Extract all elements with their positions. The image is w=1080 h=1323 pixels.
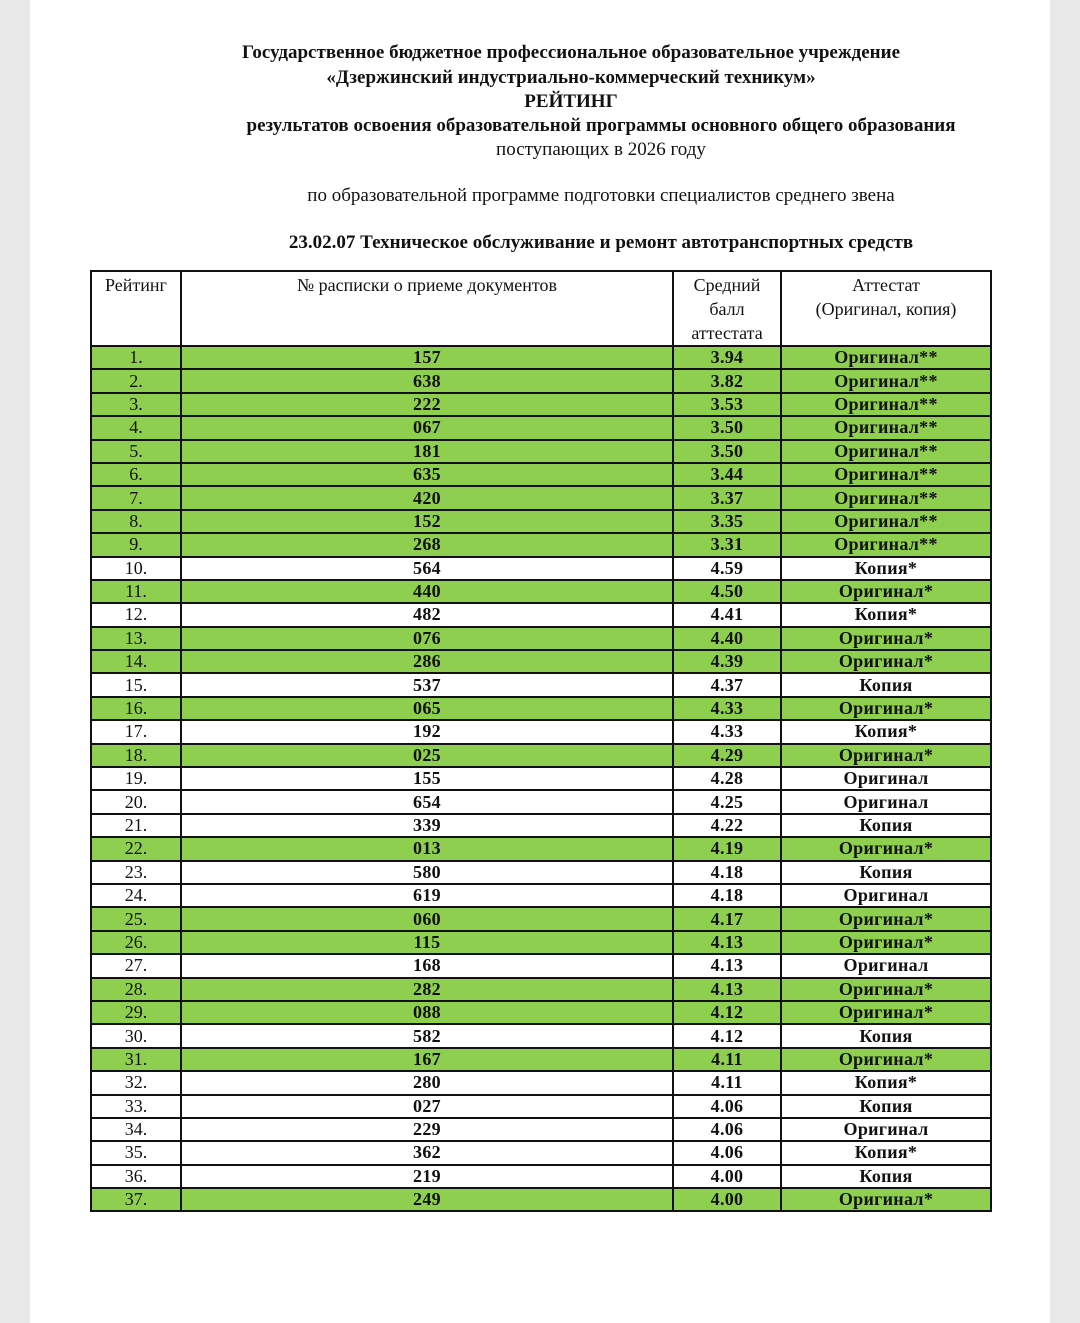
- rank-cell: 35.: [91, 1141, 181, 1164]
- certificate-status-cell: Оригинал*: [781, 1001, 991, 1024]
- rank-cell: 24.: [91, 884, 181, 907]
- average-score-cell: 3.35: [673, 510, 781, 533]
- average-score-cell: 4.22: [673, 814, 781, 837]
- certificate-status-cell: Копия*: [781, 1141, 991, 1164]
- rank-cell: 7.: [91, 486, 181, 509]
- average-score-cell: 4.11: [673, 1048, 781, 1071]
- receipt-number-cell: 219: [181, 1165, 673, 1188]
- average-score-cell: 3.44: [673, 463, 781, 486]
- certificate-status-cell: Оригинал**: [781, 486, 991, 509]
- table-header-row: [91, 271, 991, 346]
- average-score-cell: 4.37: [673, 673, 781, 696]
- receipt-number-cell: 168: [181, 954, 673, 977]
- rank-cell: 36.: [91, 1165, 181, 1188]
- certificate-status-cell: Оригинал**: [781, 510, 991, 533]
- rank-cell: 12.: [91, 603, 181, 626]
- certificate-status-cell: Оригинал: [781, 1118, 991, 1141]
- receipt-number-cell: 280: [181, 1071, 673, 1094]
- table-row: [91, 533, 991, 556]
- rank-cell: 1.: [91, 346, 181, 369]
- average-score-cell: 4.12: [673, 1024, 781, 1047]
- average-score-cell: 4.13: [673, 954, 781, 977]
- rank-cell: 9.: [91, 533, 181, 556]
- rank-cell: 6.: [91, 463, 181, 486]
- certificate-status-cell: Оригинал*: [781, 1188, 991, 1211]
- certificate-status-cell: Оригинал**: [781, 440, 991, 463]
- certificate-status-cell: Копия: [781, 814, 991, 837]
- rank-cell: 14.: [91, 650, 181, 673]
- average-score-cell: 4.17: [673, 907, 781, 930]
- receipt-number-cell: 155: [181, 767, 673, 790]
- receipt-number-cell: 638: [181, 369, 673, 392]
- rank-cell: 19.: [91, 767, 181, 790]
- receipt-number-cell: 564: [181, 557, 673, 580]
- rank-cell: 3.: [91, 393, 181, 416]
- rank-cell: 18.: [91, 744, 181, 767]
- table-row: [91, 463, 991, 486]
- certificate-status-cell: Оригинал**: [781, 346, 991, 369]
- certificate-status-cell: Оригинал*: [781, 627, 991, 650]
- table-row: [91, 814, 991, 837]
- rank-cell: 8.: [91, 510, 181, 533]
- table-row: [91, 1024, 991, 1047]
- table-row: [91, 767, 991, 790]
- average-score-cell: 4.33: [673, 697, 781, 720]
- table-row: [91, 1188, 991, 1211]
- receipt-number-cell: 115: [181, 931, 673, 954]
- table-row: [91, 440, 991, 463]
- receipt-number-cell: 619: [181, 884, 673, 907]
- rank-cell: 32.: [91, 1071, 181, 1094]
- certificate-status-cell: Оригинал: [781, 767, 991, 790]
- table-row: [91, 931, 991, 954]
- average-score-cell: 4.06: [673, 1118, 781, 1141]
- table-row: [91, 369, 991, 392]
- table-row: [91, 1118, 991, 1141]
- rank-cell: 2.: [91, 369, 181, 392]
- table-row: [91, 1071, 991, 1094]
- average-score-cell: 4.00: [673, 1188, 781, 1211]
- certificate-status-cell: Копия: [781, 673, 991, 696]
- average-score-cell: 3.94: [673, 346, 781, 369]
- receipt-number-cell: 222: [181, 393, 673, 416]
- table-row: [91, 861, 991, 884]
- table-row: [91, 1095, 991, 1118]
- table-row: [91, 790, 991, 813]
- rank-cell: 4.: [91, 416, 181, 439]
- rank-cell: 33.: [91, 1095, 181, 1118]
- rank-cell: 20.: [91, 790, 181, 813]
- table-row: [91, 720, 991, 743]
- certificate-status-cell: Копия: [781, 1165, 991, 1188]
- receipt-number-cell: 065: [181, 697, 673, 720]
- average-score-cell: 4.39: [673, 650, 781, 673]
- table-row: [91, 907, 991, 930]
- rank-cell: 34.: [91, 1118, 181, 1141]
- rating-table: [90, 270, 992, 1212]
- average-score-cell: 4.00: [673, 1165, 781, 1188]
- rank-cell: 13.: [91, 627, 181, 650]
- certificate-status-cell: Оригинал*: [781, 1048, 991, 1071]
- receipt-number-cell: 076: [181, 627, 673, 650]
- table-row: [91, 697, 991, 720]
- receipt-number-cell: 025: [181, 744, 673, 767]
- table-row: [91, 744, 991, 767]
- certificate-status-cell: Копия: [781, 1095, 991, 1118]
- table-row: [91, 603, 991, 626]
- certificate-status-cell: Оригинал*: [781, 978, 991, 1001]
- average-score-cell: 4.18: [673, 884, 781, 907]
- average-score-cell: 4.11: [673, 1071, 781, 1094]
- institution-name-line: Государственное бюджетное профессиональное образовательное учреждение: [241, 42, 901, 63]
- rank-cell: 11.: [91, 580, 181, 603]
- average-score-cell: 4.29: [673, 744, 781, 767]
- table-row: [91, 580, 991, 603]
- column-header-rank: Рейтинг: [91, 271, 181, 346]
- document-page: [30, 0, 1050, 1323]
- rank-cell: 29.: [91, 1001, 181, 1024]
- receipt-number-cell: 088: [181, 1001, 673, 1024]
- average-score-cell: 3.82: [673, 369, 781, 392]
- rank-cell: 30.: [91, 1024, 181, 1047]
- certificate-status-cell: Оригинал**: [781, 416, 991, 439]
- receipt-number-cell: 027: [181, 1095, 673, 1118]
- average-score-cell: 4.06: [673, 1141, 781, 1164]
- average-score-cell: 4.12: [673, 1001, 781, 1024]
- table-row: [91, 884, 991, 907]
- rank-cell: 31.: [91, 1048, 181, 1071]
- certificate-status-cell: Оригинал*: [781, 580, 991, 603]
- certificate-status-cell: Оригинал*: [781, 931, 991, 954]
- rank-cell: 37.: [91, 1188, 181, 1211]
- document-subtitle: результатов освоения образовательной программы основного общего образования: [246, 115, 956, 136]
- average-score-cell: 4.13: [673, 931, 781, 954]
- table-row: [91, 393, 991, 416]
- rank-cell: 15.: [91, 673, 181, 696]
- table-row: [91, 837, 991, 860]
- rank-cell: 21.: [91, 814, 181, 837]
- certificate-status-cell: Оригинал**: [781, 533, 991, 556]
- receipt-number-cell: 580: [181, 861, 673, 884]
- table-row: [91, 1048, 991, 1071]
- average-score-cell: 4.50: [673, 580, 781, 603]
- table-row: [91, 1001, 991, 1024]
- receipt-number-cell: 582: [181, 1024, 673, 1047]
- average-score-cell: 4.18: [673, 861, 781, 884]
- rank-cell: 10.: [91, 557, 181, 580]
- column-header-receipt: № расписки о приеме документов: [181, 271, 673, 346]
- receipt-number-cell: 654: [181, 790, 673, 813]
- receipt-number-cell: 268: [181, 533, 673, 556]
- certificate-status-cell: Копия: [781, 861, 991, 884]
- document-title: РЕЙТИНГ: [524, 91, 618, 112]
- receipt-number-cell: 339: [181, 814, 673, 837]
- average-score-cell: 4.28: [673, 767, 781, 790]
- table-row: [91, 1165, 991, 1188]
- table-row: [91, 673, 991, 696]
- table-row: [91, 346, 991, 369]
- column-header-certificate: Аттестат (Оригинал, копия): [781, 271, 991, 346]
- rank-cell: 23.: [91, 861, 181, 884]
- column-header-score: Средний балл аттестата: [673, 271, 781, 346]
- table-row: [91, 954, 991, 977]
- rank-cell: 28.: [91, 978, 181, 1001]
- receipt-number-cell: 362: [181, 1141, 673, 1164]
- average-score-cell: 4.33: [673, 720, 781, 743]
- average-score-cell: 3.53: [673, 393, 781, 416]
- average-score-cell: 4.40: [673, 627, 781, 650]
- receipt-number-cell: 157: [181, 346, 673, 369]
- table-row: [91, 978, 991, 1001]
- certificate-status-cell: Оригинал*: [781, 744, 991, 767]
- table-row: [91, 416, 991, 439]
- certificate-status-cell: Копия*: [781, 557, 991, 580]
- receipt-number-cell: 229: [181, 1118, 673, 1141]
- table-row: [91, 1141, 991, 1164]
- certificate-status-cell: Копия: [781, 1024, 991, 1047]
- average-score-cell: 4.06: [673, 1095, 781, 1118]
- certificate-status-cell: Оригинал*: [781, 907, 991, 930]
- average-score-cell: 4.13: [673, 978, 781, 1001]
- average-score-cell: 3.37: [673, 486, 781, 509]
- receipt-number-cell: 537: [181, 673, 673, 696]
- rank-cell: 27.: [91, 954, 181, 977]
- institution-title-line: «Дзержинский индустриально-коммерческий техникум»: [326, 67, 816, 88]
- receipt-number-cell: 635: [181, 463, 673, 486]
- rank-cell: 25.: [91, 907, 181, 930]
- certificate-status-cell: Оригинал**: [781, 369, 991, 392]
- certificate-status-cell: Оригинал*: [781, 837, 991, 860]
- rank-cell: 22.: [91, 837, 181, 860]
- certificate-status-cell: Оригинал*: [781, 650, 991, 673]
- receipt-number-cell: 282: [181, 978, 673, 1001]
- specialty-line: 23.02.07 Техническое обслуживание и ремонт автотранспортных средств: [288, 232, 914, 253]
- table-row: [91, 486, 991, 509]
- certificate-status-cell: Оригинал: [781, 884, 991, 907]
- average-score-cell: 4.59: [673, 557, 781, 580]
- receipt-number-cell: 181: [181, 440, 673, 463]
- certificate-status-cell: Оригинал**: [781, 463, 991, 486]
- admission-year-line: поступающих в 2026 году: [496, 139, 706, 160]
- receipt-number-cell: 067: [181, 416, 673, 439]
- certificate-status-cell: Копия*: [781, 720, 991, 743]
- rank-cell: 5.: [91, 440, 181, 463]
- table-row: [91, 557, 991, 580]
- certificate-status-cell: Копия*: [781, 603, 991, 626]
- receipt-number-cell: 152: [181, 510, 673, 533]
- rank-cell: 17.: [91, 720, 181, 743]
- receipt-number-cell: 249: [181, 1188, 673, 1211]
- receipt-number-cell: 060: [181, 907, 673, 930]
- average-score-cell: 4.41: [673, 603, 781, 626]
- receipt-number-cell: 167: [181, 1048, 673, 1071]
- average-score-cell: 3.50: [673, 440, 781, 463]
- program-level-line: по образовательной программе подготовки специалистов среднего звена: [307, 185, 895, 206]
- receipt-number-cell: 192: [181, 720, 673, 743]
- table-row: [91, 510, 991, 533]
- certificate-status-cell: Оригинал: [781, 954, 991, 977]
- rank-cell: 16.: [91, 697, 181, 720]
- receipt-number-cell: 013: [181, 837, 673, 860]
- table-row: [91, 650, 991, 673]
- receipt-number-cell: 420: [181, 486, 673, 509]
- table-row: [91, 627, 991, 650]
- receipt-number-cell: 482: [181, 603, 673, 626]
- certificate-status-cell: Оригинал: [781, 790, 991, 813]
- average-score-cell: 4.19: [673, 837, 781, 860]
- certificate-status-cell: Оригинал*: [781, 697, 991, 720]
- receipt-number-cell: 440: [181, 580, 673, 603]
- receipt-number-cell: 286: [181, 650, 673, 673]
- average-score-cell: 3.31: [673, 533, 781, 556]
- average-score-cell: 4.25: [673, 790, 781, 813]
- rank-cell: 26.: [91, 931, 181, 954]
- certificate-status-cell: Оригинал**: [781, 393, 991, 416]
- average-score-cell: 3.50: [673, 416, 781, 439]
- certificate-status-cell: Копия*: [781, 1071, 991, 1094]
